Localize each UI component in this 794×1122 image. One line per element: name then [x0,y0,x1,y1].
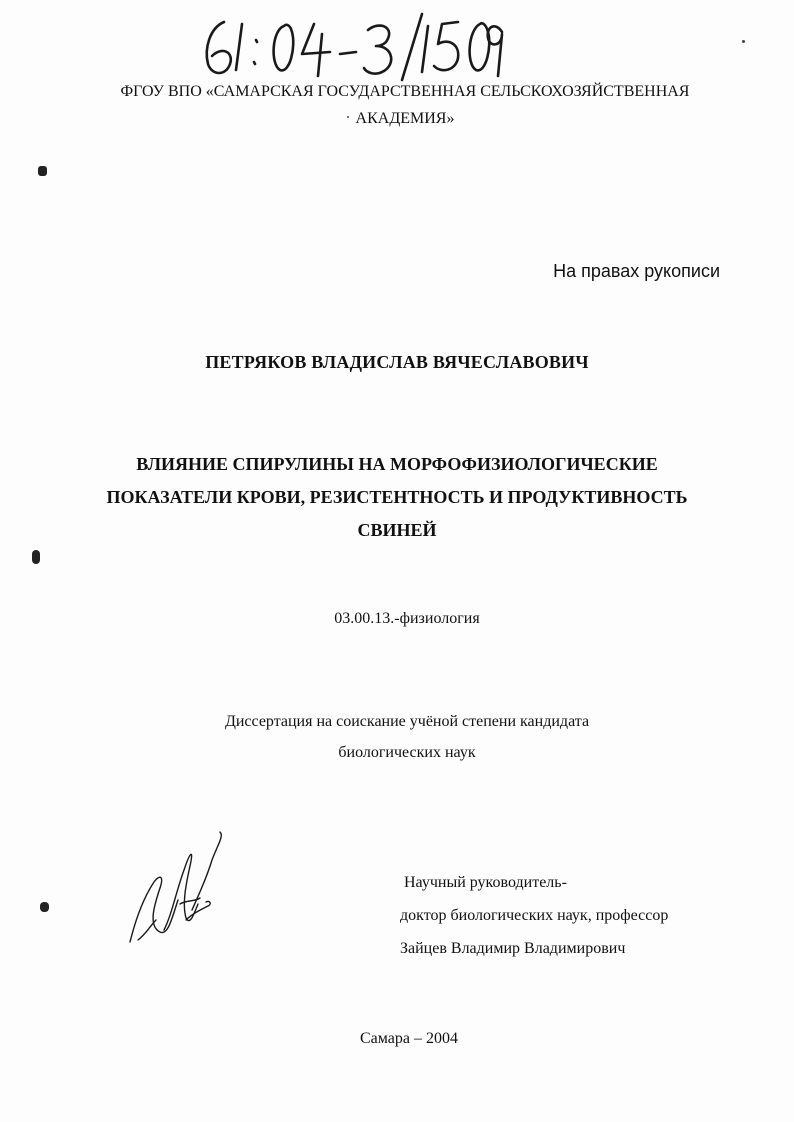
title-line-3: СВИНЕЙ [357,520,437,540]
supervisor-role: Научный руководитель- [404,874,567,891]
supervisor-block [400,866,760,965]
institution-name [60,78,750,132]
title-line-1: ВЛИЯНИЕ СПИРУЛИНЫ НА МОРФОФИЗИОЛОГИЧЕСКИЕ [136,454,658,474]
supervisor-name: Зайцев Владимир Владимирович [400,940,626,957]
rights-note: На правах рукописи [553,261,720,281]
title-line-2: ПОКАЗАТЕЛИ КРОВИ, РЕЗИСТЕНТНОСТЬ И ПРОДУКТИВНОСТЬ [106,487,688,507]
author-name: ПЕТРЯКОВ ВЛАДИСЛАВ ВЯЧЕСЛАВОВИЧ [205,352,589,372]
supervisor-credentials: доктор биологических наук, профессор [400,907,669,924]
scan-speck [38,166,47,176]
scan-speck [347,116,349,118]
degree-line-1: Диссертация на соискание учёной степени кандидата [224,713,590,730]
scan-speck [742,40,745,43]
institution-line-2: АКАДЕМИЯ» [355,110,455,127]
scan-speck [40,902,49,912]
degree-statement [0,706,794,768]
dissertation-title [90,448,704,547]
specialty-code: 03.00.13.-физиология [334,610,480,627]
handwritten-archive-code [196,10,506,82]
handwritten-signature [120,830,230,960]
institution-line-1: ФГОУ ВПО «САМАРСКАЯ ГОСУДАРСТВЕННАЯ СЕЛЬСКОХОЗЯЙСТВЕННАЯ [120,83,690,100]
scan-speck [32,550,40,564]
degree-line-2: биологических наук [338,744,476,761]
city-year: Самара – 2004 [360,1030,458,1047]
